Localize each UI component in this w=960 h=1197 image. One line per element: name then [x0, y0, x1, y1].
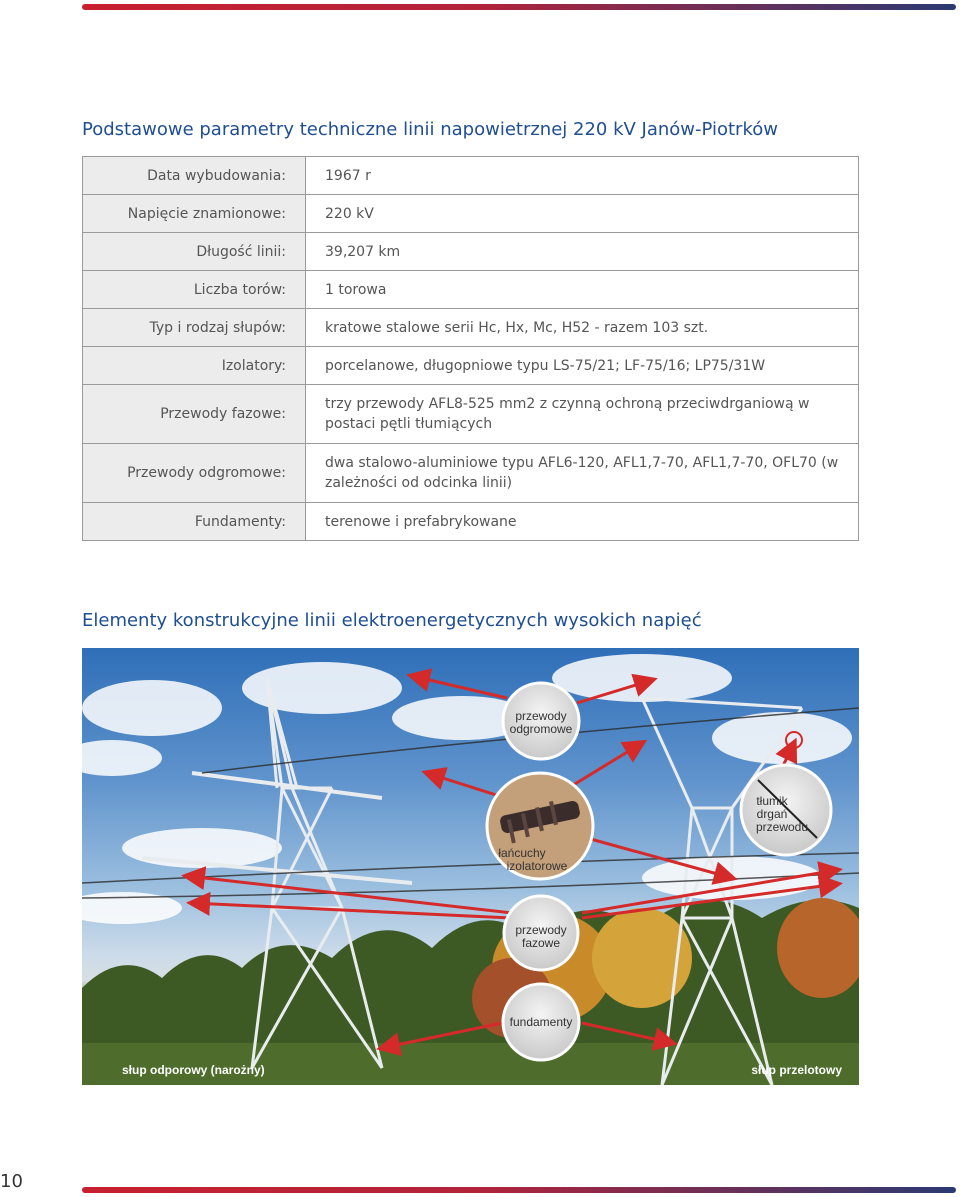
param-label: Izolatory:: [83, 347, 306, 385]
param-value: 1 torowa: [306, 271, 859, 309]
bubble-label: fundamenty: [509, 1015, 573, 1029]
parameters-table: [82, 156, 859, 541]
bubble-label: izolatorowe: [506, 859, 568, 873]
tree-line: [82, 898, 859, 1085]
table-row: [83, 503, 859, 541]
bubble-tlumik-drgan-przewodu: [741, 765, 831, 855]
param-value: kratowe stalowe serii Hc, Hx, Mc, H52 - razem 103 szt.: [306, 309, 859, 347]
param-label: Data wybudowania:: [83, 157, 306, 195]
param-label: Przewody fazowe:: [83, 385, 306, 444]
page-number: 10: [0, 1171, 23, 1192]
param-label: Przewody odgromowe:: [83, 444, 306, 503]
bubble-label: przewody: [515, 923, 567, 937]
parameters-title: Podstawowe parametry techniczne linii napowietrznej 220 kV Janów-Piotrków: [82, 119, 778, 140]
table-row: [83, 309, 859, 347]
param-label: Typ i rodzaj słupów:: [83, 309, 306, 347]
param-value: 220 kV: [306, 195, 859, 233]
param-label: Napięcie znamionowe:: [83, 195, 306, 233]
table-row: [83, 444, 859, 503]
table-row: [83, 271, 859, 309]
elements-title: Elementy konstrukcyjne linii elektroenergetycznych wysokich napięć: [82, 610, 702, 631]
table-row: [83, 157, 859, 195]
param-value: porcelanowe, długopniowe typu LS-75/21; LF-75/16; LP75/31W: [306, 347, 859, 385]
param-value: trzy przewody AFL8-525 mm2 z czynną ochroną przeciwdrganiową w postaci pętli tłumiących: [306, 385, 859, 444]
bubble-label: łańcuchy: [498, 846, 546, 860]
label-slup-odporowy: słup odporowy (narożny): [122, 1063, 265, 1077]
table-row: [83, 195, 859, 233]
label-slup-przelotowy: słup przelotowy: [751, 1063, 842, 1077]
bubble-przewody-odgromowe: [503, 683, 579, 759]
param-label: Liczba torów:: [83, 271, 306, 309]
bubble-lancuchy-izolatorowe: [487, 773, 593, 879]
param-value: 39,207 km: [306, 233, 859, 271]
transmission-line-photo: [82, 648, 859, 1085]
bubble-label: odgromowe: [509, 722, 573, 736]
param-value: dwa stalowo-aluminiowe typu AFL6-120, AFL1,7-70, AFL1,7-70, OFL70 (w zależności od odcinka linii): [306, 444, 859, 503]
param-value: terenowe i prefabrykowane: [306, 503, 859, 541]
bubble-label: tłumik: [756, 794, 788, 808]
bubble-label: przewody: [515, 709, 567, 723]
bubble-label: fazowe: [521, 936, 561, 950]
param-value: 1967 r: [306, 157, 859, 195]
bottom-decorative-bar: [82, 1187, 956, 1193]
table-row: [83, 385, 859, 444]
clouds: [82, 654, 852, 924]
table-row: [83, 233, 859, 271]
bubble-label: drgań: [756, 807, 788, 821]
table-row: [83, 347, 859, 385]
param-label: Fundamenty:: [83, 503, 306, 541]
bubble-przewody-fazowe: [504, 896, 578, 970]
bubble-fundamenty: [503, 984, 579, 1060]
param-label: Długość linii:: [83, 233, 306, 271]
bubble-label: przewodu: [755, 820, 809, 834]
top-decorative-bar: [82, 4, 956, 10]
